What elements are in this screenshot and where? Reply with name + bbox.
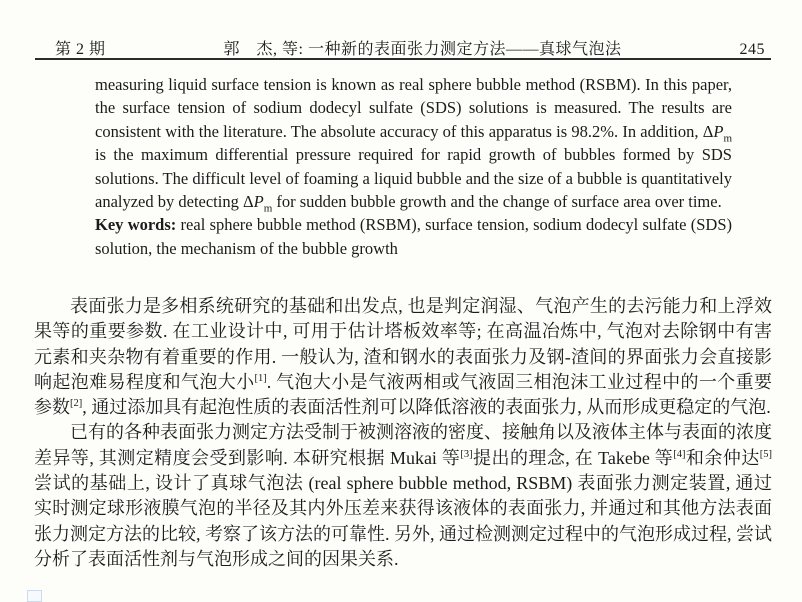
abstract-text-2: is the maximum differential pressure required for rapid growth of bubbles formed by SDS solutions. The difficult level of foaming a liquid bubble and the size of a bubble is quantitatively analyzed by detecting xyxy=(95,145,732,212)
running-title: 郭 杰, 等: 一种新的表面张力测定方法——真球气泡法 xyxy=(223,41,622,58)
keywords-text: real sphere bubble method (RSBM), surface tension, sodium dodecyl sulfate (SDS) solution, the mechanism of the bubble growth xyxy=(95,215,733,258)
keywords-line xyxy=(95,213,732,260)
intro-paragraph-2 xyxy=(34,420,772,572)
abstract-text-3: for sudden bubble growth and the change of surface area over time. xyxy=(272,192,722,212)
reference-1: [1] xyxy=(254,372,267,384)
intro-p2-text-2: 提出的理念, 在 Takebe 等 xyxy=(472,447,674,468)
intro-p1-text-1: 表面张力是多相系统研究的基础和出发点, 也是判定润湿、气泡产生的去污能力和上浮效果等的重要参数. 在工业设计中, 可用于估计塔板效率等; 在高温冶炼中, 气泡对去除钢中有害元素和夹杂物有着重要的作用. 一般认为, 渣和钢水的表面张力及钢-渣间的界面张力会直接影响起泡难易程度和气泡大小 xyxy=(34,296,772,392)
subscript-m: m xyxy=(723,132,732,145)
pressure-variable: P xyxy=(713,121,724,141)
reference-5: [5] xyxy=(759,448,772,460)
abstract-section xyxy=(95,73,732,260)
reference-2: [2] xyxy=(70,398,83,410)
link-annotation-artifact xyxy=(27,590,42,602)
intro-p2-text-1: 已有的各种表面张力测定方法受制于被测溶液的密度、接触角以及液体主体与表面的浓度差异等, 其测定精度会受到影响. 本研究根据 Mukai 等 xyxy=(34,422,772,468)
intro-paragraph-1 xyxy=(34,294,772,420)
header-rule-divider xyxy=(35,58,771,60)
abstract-paragraph xyxy=(95,73,732,213)
running-header xyxy=(35,36,771,59)
intro-p2-text-3: 和余仲达 xyxy=(685,447,760,468)
reference-4: [4] xyxy=(673,448,686,460)
introduction-section xyxy=(34,294,772,572)
page-number: 245 xyxy=(739,41,765,58)
intro-p1-text-3: , 通过添加具有起泡性质的表面活性剂可以降低溶液的表面张力, 从而形成更稳定的气泡. xyxy=(82,397,771,418)
delta-glyph: Δ xyxy=(702,121,714,141)
abstract-text-1: measuring liquid surface tension is known as real sphere bubble method (RSBM). In this paper, the surface tension of sodium dodecyl sulfate (SDS) solutions is measured. The results are consistent with the literature. The absolute accuracy of this apparatus is 98.2%. In addition, xyxy=(95,75,732,141)
subscript-m: m xyxy=(263,202,273,215)
intro-p1-text-2: . 气泡大小是气液两相或气液固三相泡沫工业过程中的一个重要参数 xyxy=(34,371,773,418)
delta-pm-symbol xyxy=(702,121,732,145)
delta-pm-symbol xyxy=(242,192,273,215)
intro-p2-text-4: 尝试的基础上, 设计了真球气泡法 (real sphere bubble method, RSBM) 表面张力测定装置, 通过实时测定球形液膜气泡的半径及其内外压差来获得该液体的表面张力, 并通过和其他方法表面张力测定方法的比较, 考察了该方法的可靠性. 另外, 通过检测测定过程中的气泡形成过程, 尝试分析了表面活性剂与气泡形成之间的因果关系. xyxy=(34,473,772,569)
keywords-label: Key words: xyxy=(95,215,177,235)
delta-glyph: Δ xyxy=(242,192,254,212)
reference-3: [3] xyxy=(460,448,473,460)
issue-label: 第 2 期 xyxy=(55,41,106,58)
pressure-variable: P xyxy=(253,192,264,212)
